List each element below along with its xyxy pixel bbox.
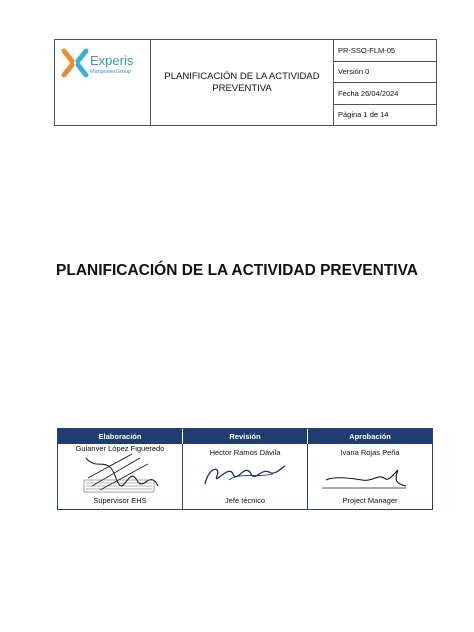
elaboracion-cell <box>58 444 183 509</box>
aprobacion-signature-icon <box>322 466 412 492</box>
revision-role: Jefe técnico <box>224 496 266 505</box>
brand-name: Experis <box>90 53 134 68</box>
header-elaboracion: Elaboración <box>58 429 183 444</box>
aprobacion-role: Project Manager <box>342 496 398 505</box>
signature-table-body <box>58 444 432 509</box>
signature-table <box>57 428 433 510</box>
doc-version: Versión 0 <box>334 62 436 84</box>
experis-x-logo-icon <box>61 48 89 78</box>
brand-subtitle: ManpowerGroup <box>90 69 131 75</box>
revision-cell <box>183 444 308 509</box>
elaboracion-name: Guianver López Figueredo <box>75 444 165 453</box>
document-header <box>54 39 437 126</box>
page-title: PLANIFICACIÓN DE LA ACTIVIDAD PREVENTIVA <box>56 262 418 279</box>
doc-date: Fecha 26/04/2024 <box>334 83 436 105</box>
header-revision: Revisión <box>183 429 308 444</box>
header-aprobacion: Aprobación <box>349 432 391 441</box>
meta-cell <box>334 40 436 125</box>
doc-code: PR-SSO-FLM-05 <box>334 40 436 62</box>
signature-table-header <box>58 429 432 444</box>
header-title: PLANIFICACIÓN DE LA ACTIVIDAD PREVENTIVA <box>151 40 334 125</box>
elaboracion-role: Supervisor EHS <box>93 496 147 505</box>
elaboracion-signature-icon <box>78 452 168 496</box>
revision-name: Hector Ramos Dávila <box>209 448 281 457</box>
doc-page: Página 1 de 14 <box>338 110 389 120</box>
logo-cell <box>55 40 151 125</box>
aprobacion-cell <box>308 444 432 509</box>
revision-signature-icon <box>199 460 289 490</box>
aprobacion-name: Ivana Rojas Peña <box>340 448 400 457</box>
